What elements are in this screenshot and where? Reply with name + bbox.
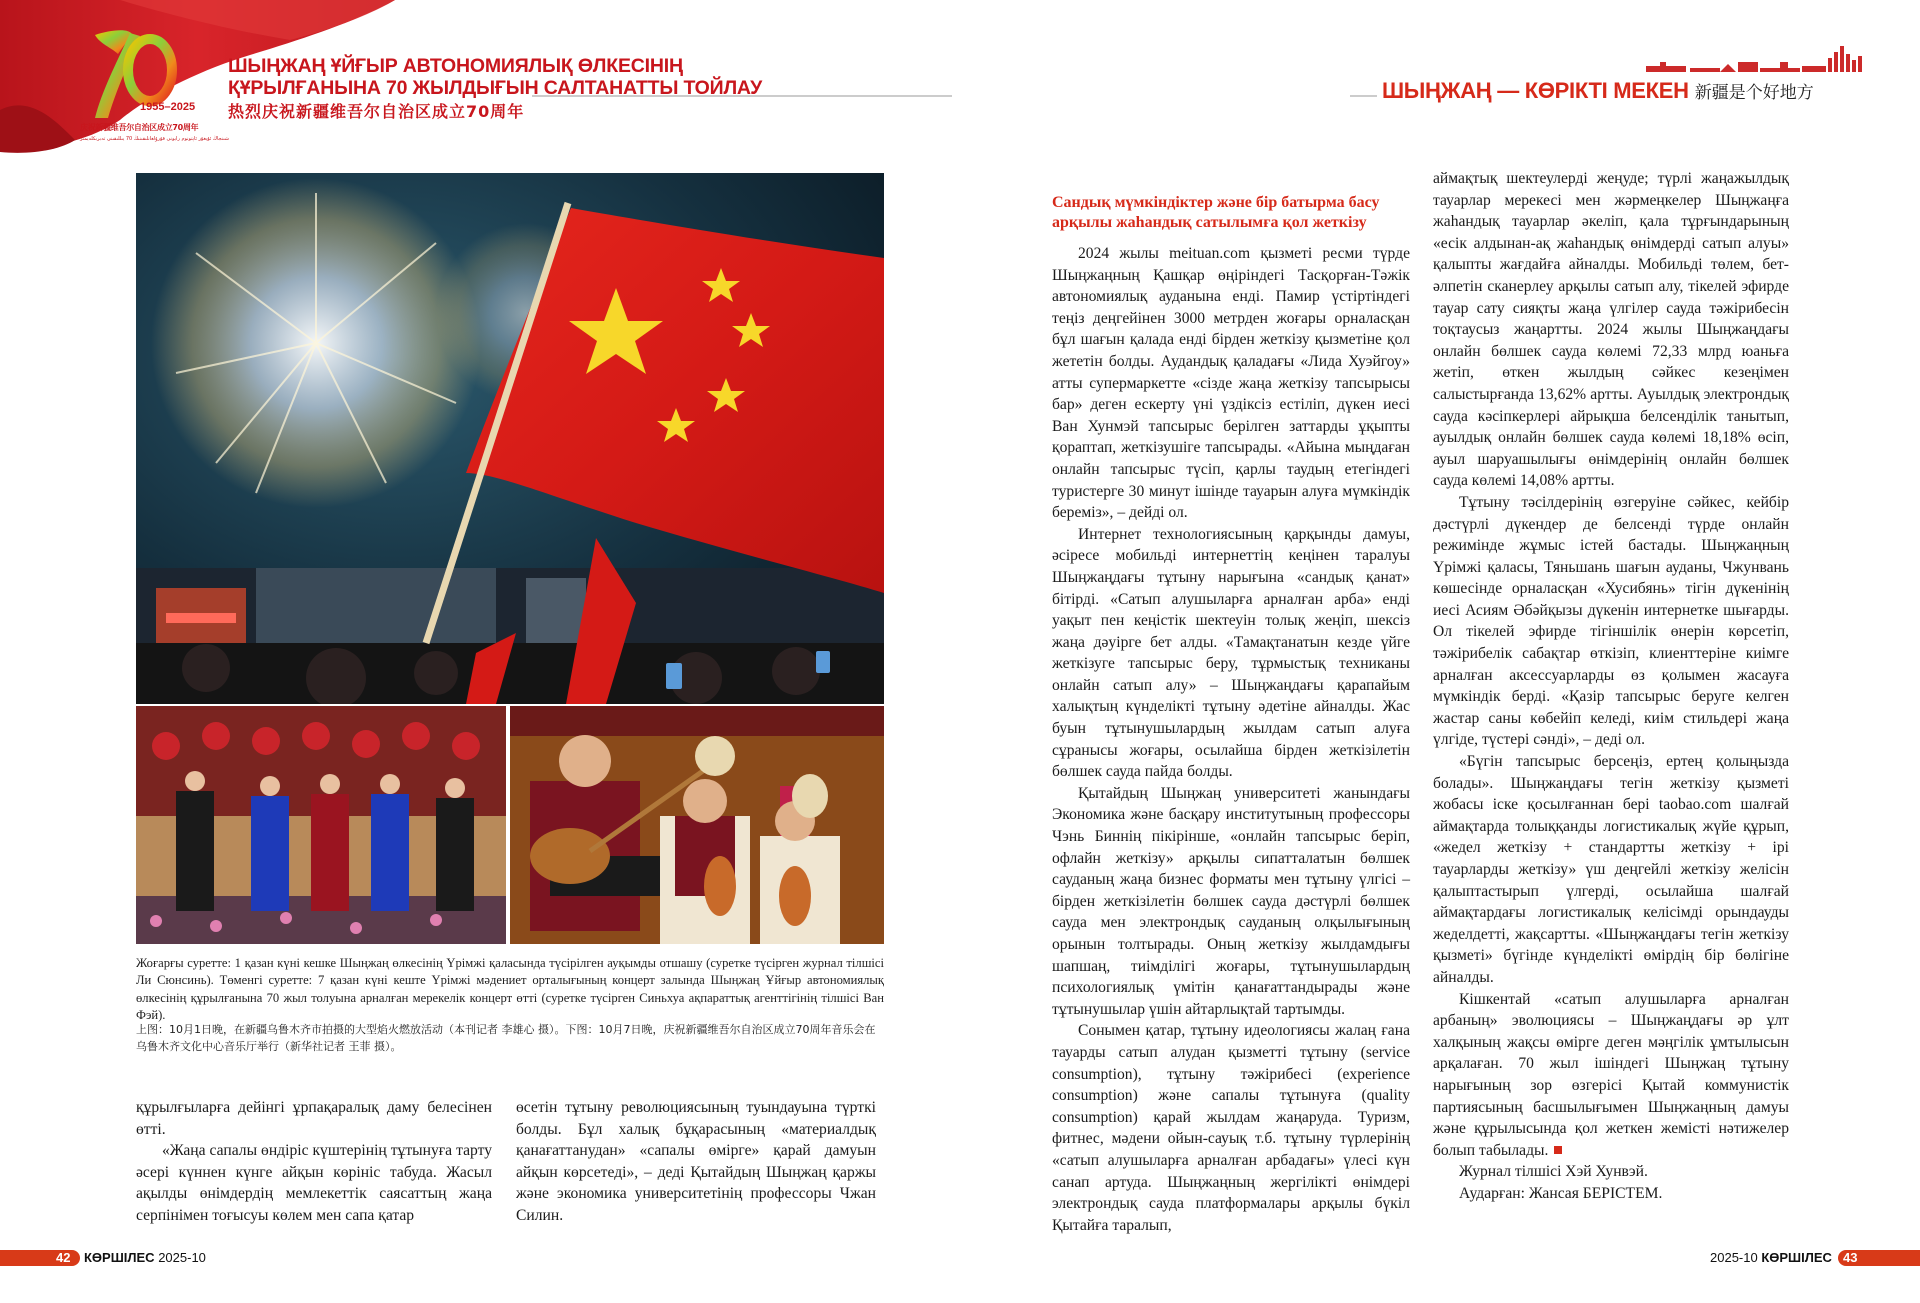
right-page-column-1 [1052,193,1410,1236]
right-page-column-2 [1433,168,1789,1205]
logo-years: 1955–2025 [140,101,196,113]
city-skyline-icon [1646,46,1862,72]
issue-number: 2025-10 [1710,1250,1758,1265]
paragraph: Интернет технологиясының қарқынды дамуы, әсіресе мобильді интернеттің кеңінен таралуы Шыңжаңдағы тұтыну нарығына «сандық қанат» бітірді. «Сатып алушыларға арналған арба» енді уақыт пен кеңістік шектеуін толық жеңіп, шексіз жаңа дәуірге бет алды. «Тамақтанатын кезде үйге жеткізуге тапсырыс беру, тұрмыстық техниканы онлайн сатып алу» – Шыңжаңдағы қарапайым халықтың күнделікті тұтыну әдетіне айналды. Жас буын тұтынушылардың жылдам сатып алуға сұранысы жоғары, осылайша бірден жеткізілетін бөлшек сауда пайда болды. [1052,525,1410,781]
paragraph: өсетін тұтыну революциясының туындауына түрткі болды. Бұл халық бұқарасының «материалдық қанағаттанудан» «сапалы өмірге» қарай дамуын айқын көрсетеді», – деді Қытайдың Шыңжаң қаржы және экономика университетінің профессоры Чжан Силин. [516,1099,876,1224]
logo-uyghur-text: شىنجاڭ ئۇيغۇر ئاپتونوم رايونى قۇرۇلغانلىقىنىڭ 70 يىللىقىنى تەبرىكلەيمىز [80,136,229,142]
page-number-left: 42 [56,1250,71,1265]
magazine-name: КӨРШІЛЕС [1761,1250,1832,1265]
photo-caption-chinese: 上图：10月1日晚，在新疆乌鲁木齐市拍摄的大型焰火燃放活动（本刊记者 李雄心 摄）。下图：10月7日晚，庆祝新疆维吾尔自治区成立70周年音乐会在乌鲁木齐文化中心音乐厅举行（新华社记者 王菲 摄）。 [136,1023,876,1053]
photo-concert-singers [136,706,506,944]
issue-number: 2025-10 [158,1250,206,1265]
photo-caption-kazakh: Жоғарғы суретте: 1 қазан күні кешке Шыңжаң өлкесінің Үрімжі қаласында түсірілген ауқымды отшашу (суретке түсірген журнал тілшісі Ли Сюнсинь). Төменгі суретте: 7 қазан күні кеште Үрімжі мәдениет орталығының концерт залында Шыңжаң Ұйғыр автономиялық өлкесінің құрылғанына 70 жыл толуына арналған мерекелік концерт өтті (суретке түсірген Синьхуа ақпараттық агенттігінің тілшісі Ван Фэй). [136,956,884,1022]
section-title-kazakh: ШЫҢЖАҢ — КӨРІКТІ МЕКЕН [1382,78,1689,103]
left-page-column-2 [516,1097,876,1227]
byline-author: Журнал тілшісі Хэй Хунвэй. [1459,1163,1648,1181]
paragraph: 2024 жылы meituan.com қызметі ресми түрде Шыңжаңның Қашқар өңіріндегі Тасқорған-Тәжік автономиялық ауданына енді. Памир үстіртіндегі теңіз деңгейінен 3000 метрден жоғары орналасқан бұл шағын қалада енді бірден жеткізу қызметіне қол жететін болды. Аудандық қаладағы «Лида Хуэйгоу» атты супермаркетте «сізде жаңа жеткізу тапсырысы бар» деген ескерту үні үздіксіз естіліп, дүкен иесі Ван Хунмэй тапсырыс берілген заттарды ұқыпты қораптап, жеткізушіге тапсырады. «Айына мыңдаған онлайн тапсырыс түсіп, қарлы таудың етегіндегі туристерге 30 минут ішінде тауарын алуға мүмкіндік береміз», – дейді ол. [1052,245,1410,522]
footer-label-right [1710,1249,1832,1267]
header-title-line1: ШЫҢЖАҢ ҰЙҒЫР АВТОНОМИЯЛЫҚ ӨЛКЕСІНІҢ [228,55,683,77]
header-title-chinese: 热烈庆祝新疆维吾尔自治区成立70周年 [228,102,525,121]
logo-chinese-text: 庆祝新疆维吾尔自治区成立70周年 [80,123,199,132]
photo-kazakh-musicians [510,706,884,944]
paragraph: аймақтық шектеулерді жеңуде; түрлі жаңажылдық тауарлар мерекесі мен жәрмеңкелер Шыңжаңға жаһандық тауарлар әкеліп, қала тұрғындарының «есік алдынан-ақ жаһандық өнімдерді сатып алуы» қалыпты жағдайға айналды. Мобильді төлем, бет-әлпетін сканерлеу арқылы сатып алу, тікелей эфирде тауар сату сияқты жаңа үлгілер сауда тәжірибесін тоқтаусыз жаңартты. 2024 жылы Шыңжаңдағы онлайн бөлшек сауда көлемі 72,33 млрд юаньға жетіп, өткен жылдың сәйкес кезеңімен салыстырғанда 13,62% артты. Ауылдық электрондық сауда кәсіпкерлері айрықша белсенділік танытып, ауылдық онлайн бөлшек сауда көлемі 18,18% өсіп, ауыл шаруашылығы өнімдерінің онлайн бөлшек сауда көлемі 14,08% артты. [1433,170,1789,490]
section-title-chinese: 新疆是个好地方 [1694,83,1814,103]
page-number-right: 43 [1843,1250,1858,1265]
magazine-name: КӨРШІЛЕС [84,1250,155,1265]
section-subheading: Сандық мүмкіндіктер және бір батырма басу арқылы жаһандық сатылымға қол жеткізу [1052,194,1380,231]
paragraph: «Бүгін тапсырыс берсеңіз, ертең қолыңызда болады». Шыңжаңдағы тегін жеткізу қызметі жобасы іске қосылғаннан бері taobao.com шалғай аймақтарда толыққанды логистикалық жүйе құрып, «жедел жеткізу + стандартты жеткізу + ірі тауарларды жеткізу» үш деңгейлі жеткізу желісін қалыптастырып үлгерді, осылайша шалғай аймақтардағы логистикалық келісімді орындауды жеделдетті, жақсартты. «Шыңжаңдағы тегін жеткізу қызметі» бүгінде күнделікті өмірдің бір бөлігіне айналды. [1433,753,1789,986]
paragraph: құрылғыларға дейінгі ұрпақаралық даму белесінен өтті. [136,1099,492,1138]
paragraph: Сонымен қатар, тұтыну идеологиясы жалаң ғана тауарды сатып алудан қызметті тұтыну (service consumption), тұтыну тәжірибесі (experience consumption) және сапалы тұтынуға (quality consumption) қарай жылдам жаңаруда. Туризм, фитнес, мәдени ойын-сауық т.б. тұтыну түрлерінің «сатып алушыларға арналған арбадағы» үлесі күн санап артуда. Шыңжаңның жергілікті өнімдері электрондық сауда платформалары арқылы бүкіл Қытайға таралып, [1052,1022,1410,1234]
section-header-right [1382,78,1814,104]
paragraph: «Жаңа сапалы өндіріс күштерінің тұтынуға тарту әсері күннен күнге айқын көрініс табуда. Жасыл ақылды өнімдердің мемлекеттік саясаттың жаңа серпінімен тоғысуы көлем мен сапа қатар [136,1142,492,1224]
header-title-line2: ҚҰРЫЛҒАНЫНА 70 ЖЫЛДЫҒЫН САЛТАНАТТЫ ТОЙЛАУ [228,77,763,99]
paragraph: Тұтыну тәсілдерінің өзгеруіне сәйкес, кейбір дәстүрлі дүкендер де белсенді түрде онлайн режимінде жұмыс істей бастады. Шыңжаңның Үрімжі қаласы, Тяньшань шағын ауданы, Чжунвань көшесінде орналасқан «Хусибянь» тігін дүкенінің иесі Асиям Әбәйқызы дүкенін интернетке шығарды. Ол тікелей эфирде тігіншілік өнерін көрсетіп, тәжірибелік сабақтар өткізіп, клиенттеріне киімге арналған аксессуарларды өз қолымен жасауға мүмкіндік берді. «Қазір тапсырыс беруге келген жастар саны көбейіп келеді, киім стильдері жаңа үлгіде, түстері сәнді», – деді ол. [1433,493,1789,749]
end-of-article-square-icon [1554,1146,1562,1154]
photo-fireworks-flag [136,173,884,704]
header-title-kazakh [228,55,762,99]
paragraph-text: Кішкентай «сатып алушыларға арналған арбаның» эволюциясы – Шыңжаңдағы әр ұлт халқының жақсы өмірге деген мәңгілік ұмтылысын арқалаған. 70 жыл ішіндегі Шыңжаң тұтыну нарығының зор өзгерісі Қытай коммунистік партиясының басшылығымен Шыңжаңның дамуы және құрылысында қол жеткен жемісті нәтижелер болып табылады. [1433,990,1789,1159]
paragraph [1433,989,1789,1162]
byline-translator: Аударған: Жансая БЕРІСТЕМ. [1459,1184,1663,1202]
footer-label-left [84,1249,206,1267]
paragraph: Қытайдың Шыңжаң университеті жанындағы Экономика және басқару институтының профессоры Чэнь Биннің пікірінше, «онлайн тапсырыс беріп, офлайн жеткізу» арқылы сипатталатын бөлшек сауданың жаңа бизнес форматы мен тұтыну үлгісі – бірден жеткізілетін бөлшек сауда дәстүрлі бөлшек сауда мен электрондық сауданың олқылығының орынын толтырады. Оның жеткізу жылдамдығы шапшаң, тиімділігі жоғары, тұтынушылардың психологиялық үмітін қанағаттандырады және тұтынушылар үшін айтарлықтай тартымды. [1052,784,1410,1018]
left-page-column-1 [136,1097,492,1227]
